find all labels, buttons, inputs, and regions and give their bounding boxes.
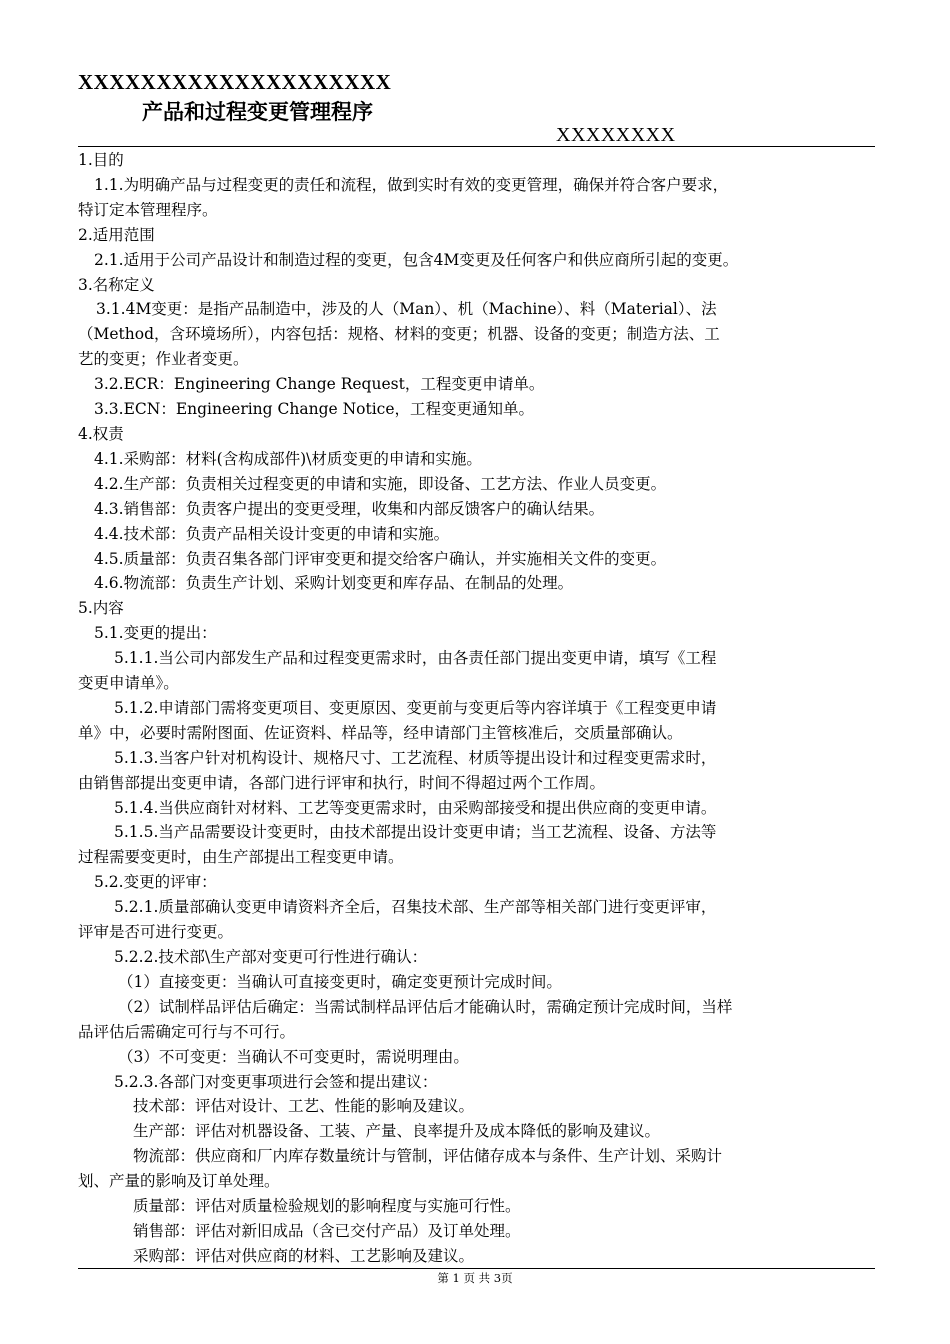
- text-line: 4.6.物流部：负责生产计划、采购计划变更和库存品、在制品的处理。: [94, 574, 574, 593]
- document-body: [78, 148, 878, 1269]
- text-line: 4.1.采购部：材料(含构成部件)\材质变更的申请和实施。: [94, 449, 482, 468]
- text-line: 技术部：评估对设计、工艺、性能的影响及建议。: [133, 1097, 475, 1116]
- text-line: 2.1.适用于公司产品设计和制造过程的变更，包含4M变更及任何客户和供应商所引起的变更。: [94, 250, 739, 269]
- text-line: 采购部：评估对供应商的材料、工艺影响及建议。: [133, 1246, 475, 1265]
- text-line: 评审是否可进行变更。: [78, 923, 234, 942]
- text-line: 5.2.3.各部门对变更事项进行会签和提出建议：: [114, 1072, 438, 1091]
- text-line: 5.1.3.当客户针对机构设计、规格尺寸、工艺流程、材质等提出设计和过程变更需求时，: [114, 748, 717, 767]
- company-name: XXXXXXXXXXXXXXXXXXXX: [78, 70, 392, 94]
- text-line: 特订定本管理程序。: [78, 200, 218, 219]
- text-line: （Method，含环境场所），内容包括：规格、材料的变更；机器、设备的变更；制造方法、工: [78, 325, 720, 344]
- text-line: 5.2.2.技术部\生产部对变更可行性进行确认：: [114, 948, 428, 966]
- text-line: 5.2.变更的评审：: [94, 873, 217, 892]
- text-line: 质量部：评估对质量检验规划的影响程度与实施可行性。: [133, 1197, 521, 1216]
- text-line: 由销售部提出变更申请，各部门进行评审和执行，时间不得超过两个工作周。: [78, 773, 606, 792]
- text-line: （2）试制样品评估后确定：当需试制样品评估后才能确认时，需确定预计完成时间，当样: [118, 997, 733, 1016]
- text-line: 4.3.销售部：负责客户提出的变更受理，收集和内部反馈客户的确认结果。: [94, 499, 605, 518]
- text-line: 2.适用范围: [78, 225, 155, 244]
- page-number: 第 1 页 共 3页: [437, 1271, 513, 1285]
- text-line: 5.1.4.当供应商针对材料、工艺等变更需求时，由采购部接受和提出供应商的变更申请。: [114, 798, 717, 817]
- text-line: 3.2.ECR：Engineering Change Request，工程变更申请单。: [94, 375, 545, 394]
- text-line: 3.名称定义: [78, 275, 155, 294]
- text-line: 生产部：评估对机器设备、工装、产量、良率提升及成本降低的影响及建议。: [133, 1122, 661, 1141]
- text-line: 5.1.5.当产品需要设计变更时，由技术部提出设计变更申请；当工艺流程、设备、方法等: [114, 823, 717, 842]
- text-line: （1）直接变更：当确认可直接变更时，确定变更预计完成时间。: [118, 972, 562, 991]
- text-line: （3）不可变更：当确认不可变更时，需说明理由。: [118, 1047, 469, 1066]
- text-line: 5.1.2.申请部门需将变更项目、变更原因、变更前与变更后等内容详填于《工程变更申请: [114, 698, 717, 717]
- text-line: 3.1.4M变更：是指产品制造中，涉及的人（Man）、机（Machine）、料（Material）、法: [96, 300, 717, 319]
- text-line: 4.5.质量部：负责召集各部门评审变更和提交给客户确认，并实施相关文件的变更。: [94, 549, 667, 568]
- text-line: 4.权责: [78, 424, 124, 443]
- text-line: 销售部：评估对新旧成品（含已交付产品）及订单处理。: [133, 1221, 521, 1240]
- document-number: XXXXXXXX: [556, 124, 676, 146]
- text-line: 5.2.1.质量部确认变更申请资料齐全后，召集技术部、生产部等相关部门进行变更评审，: [114, 898, 717, 917]
- text-line: 品评估后需确定可行与不可行。: [78, 1022, 296, 1041]
- footer-rule: [78, 1268, 875, 1269]
- text-line: 物流部：供应商和厂内库存数量统计与管制，评估储存成本与条件、生产计划、采购计: [133, 1147, 723, 1166]
- text-line: 过程需要变更时，由生产部提出工程变更申请。: [78, 848, 404, 867]
- document-title: 产品和过程变更管理程序: [142, 99, 373, 124]
- text-line: 4.2.生产部：负责相关过程变更的申请和实施，即设备、工艺方法、作业人员变更。: [94, 474, 667, 493]
- text-line: 1.目的: [78, 151, 124, 169]
- text-line: 4.4.技术部：负责产品相关设计变更的申请和实施。: [94, 524, 450, 543]
- text-line: 5.内容: [78, 599, 124, 618]
- text-line: 5.1.1.当公司内部发生产品和过程变更需求时，由各责任部门提出变更申请，填写《工程: [114, 649, 717, 668]
- text-line: 艺的变更；作业者变更。: [78, 350, 249, 369]
- header-rule: [78, 146, 875, 147]
- text-line: 5.1.变更的提出：: [94, 624, 217, 643]
- text-line: 3.3.ECN：Engineering Change Notice，工程变更通知单。: [94, 400, 535, 419]
- text-line: 变更申请单》。: [78, 674, 179, 693]
- text-line: 单》中，必要时需附图面、佐证资料、样品等，经申请部门主管核准后，交质量部确认。: [78, 723, 683, 742]
- text-line: 划、产量的影响及订单处理。: [78, 1172, 280, 1191]
- text-line: 1.1.为明确产品与过程变更的责任和流程，做到实时有效的变更管理，确保并符合客户要求，: [94, 175, 729, 194]
